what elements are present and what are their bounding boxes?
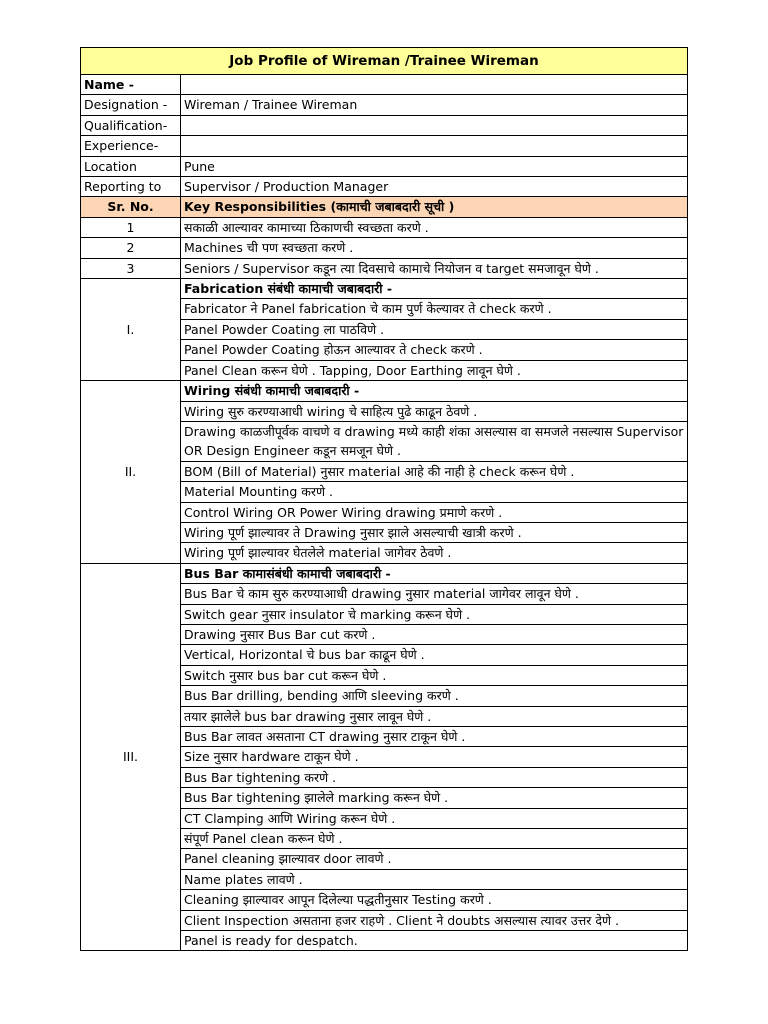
section-number: III.: [81, 563, 181, 951]
section-item-text: Switch नुसार bus bar cut करून घेणे .: [181, 665, 688, 685]
general-text: Machines ची पण स्वच्छता करणे .: [181, 238, 688, 258]
section-item-text: Panel is ready for despatch.: [181, 931, 688, 951]
field-row-name: [81, 75, 688, 95]
responsibilities-header-row: [81, 197, 688, 217]
section-item-text: Control Wiring OR Power Wiring drawing प्रमाणे करणे .: [181, 502, 688, 522]
field-value: Wireman / Trainee Wireman: [181, 95, 688, 115]
section-item-text: Bus Bar चे काम सुरु करण्याआधी drawing नुसार material जागेवर लावून घेणे .: [181, 584, 688, 604]
field-label: Location: [81, 156, 181, 176]
job-profile-sheet: [80, 47, 687, 951]
section-item-text: Drawing काळजीपूर्वक वाचणे व drawing मध्ये काही शंका असल्यास वा समजले नसल्यास Supervisor OR Design Engineer कडून समजून घेणे .: [181, 421, 688, 461]
field-label: Qualification-: [81, 115, 181, 135]
general-number: 2: [81, 238, 181, 258]
document-title: Job Profile of Wireman /Trainee Wireman: [81, 48, 688, 75]
section-number: II.: [81, 381, 181, 564]
section-heading: Bus Bar कामासंबंधी कामाची जबाबदारी -: [181, 563, 688, 583]
field-value: [181, 136, 688, 156]
field-row-reporting: [81, 177, 688, 197]
general-row: [81, 258, 688, 278]
section-heading-row: [81, 381, 688, 401]
section-heading: Fabrication संबंधी कामाची जबाबदारी -: [181, 279, 688, 299]
section-item-text: Switch gear नुसार insulator चे marking करून घेणे .: [181, 604, 688, 624]
field-label: Experience-: [81, 136, 181, 156]
section-item-text: Wiring सुरु करण्याआधी wiring चे साहित्य पुढे काढून ठेवणे .: [181, 401, 688, 421]
section-item-text: BOM (Bill of Material) नुसार material आहे की नाही हे check करून घेणे .: [181, 461, 688, 481]
section-item-text: Panel Powder Coating ला पाठविणे .: [181, 319, 688, 339]
section-item-text: Bus Bar लावत असताना CT drawing नुसार टाकून घेणे .: [181, 727, 688, 747]
section-number: I.: [81, 279, 181, 381]
section-item-text: Panel Clean करून घेणे . Tapping, Door Earthing लावून घेणे .: [181, 360, 688, 380]
field-value: [181, 75, 688, 95]
general-number: 1: [81, 217, 181, 237]
field-label: Designation -: [81, 95, 181, 115]
field-row-experience: [81, 136, 688, 156]
field-row-designation: [81, 95, 688, 115]
section-heading-row: [81, 563, 688, 583]
general-row: [81, 238, 688, 258]
field-label: Reporting to: [81, 177, 181, 197]
field-value: Pune: [181, 156, 688, 176]
section-item-text: Bus Bar tightening करणे .: [181, 767, 688, 787]
section-item-text: तयार झालेले bus bar drawing नुसार लावून घेणे .: [181, 706, 688, 726]
section-item-text: Cleaning झाल्यावर आपून दिलेल्या पद्धतीनुसार Testing करणे .: [181, 890, 688, 910]
section-item-text: Bus Bar drilling, bending आणि sleeving करणे .: [181, 686, 688, 706]
section-item-text: Drawing नुसार Bus Bar cut करणे .: [181, 624, 688, 644]
section-item-text: Client Inspection असताना हजर राहणे . Client ने doubts असल्यास त्यावर उत्तर देणे .: [181, 910, 688, 930]
section-heading-row: [81, 279, 688, 299]
general-text: Seniors / Supervisor कडून त्या दिवसाचे कामाचे नियोजन व target समजावून घेणे .: [181, 258, 688, 278]
general-text: सकाळी आल्यावर कामाच्या ठिकाणची स्वच्छता करणे .: [181, 217, 688, 237]
field-row-qualification: [81, 115, 688, 135]
section-item-text: Fabricator ने Panel fabrication चे काम पुर्ण केल्यावर ते check करणे .: [181, 299, 688, 319]
sr-no-header: Sr. No.: [81, 197, 181, 217]
section-item-text: Vertical, Horizontal चे bus bar काढून घेणे .: [181, 645, 688, 665]
general-number: 3: [81, 258, 181, 278]
section-item-text: Panel cleaning झाल्यावर door लावणे .: [181, 849, 688, 869]
field-label: Name -: [81, 75, 181, 95]
section-item-text: Wiring पूर्ण झाल्यावर घेतलेले material जागेवर ठेवणे .: [181, 543, 688, 563]
section-item-text: संपूर्ण Panel clean करून घेणे .: [181, 829, 688, 849]
section-item-text: Panel Powder Coating होऊन आल्यावर ते check करणे .: [181, 340, 688, 360]
section-item-text: Wiring पूर्ण झाल्यावर ते Drawing नुसार झाले असल्याची खात्री करणे .: [181, 522, 688, 542]
field-value: Supervisor / Production Manager: [181, 177, 688, 197]
section-item-text: Size नुसार hardware टाकून घेणे .: [181, 747, 688, 767]
section-heading: Wiring संबंधी कामाची जबाबदारी -: [181, 381, 688, 401]
section-item-text: CT Clamping आणि Wiring करून घेणे .: [181, 808, 688, 828]
field-row-location: [81, 156, 688, 176]
title-row: [81, 48, 688, 75]
field-value: [181, 115, 688, 135]
section-item-text: Bus Bar tightening झालेले marking करून घेणे .: [181, 788, 688, 808]
general-row: [81, 217, 688, 237]
section-item-text: Name plates लावणे .: [181, 869, 688, 889]
job-profile-table: [80, 47, 688, 951]
section-item-text: Material Mounting करणे .: [181, 482, 688, 502]
responsibilities-header: Key Responsibilities (कामाची जबाबदारी सूची ): [181, 197, 688, 217]
